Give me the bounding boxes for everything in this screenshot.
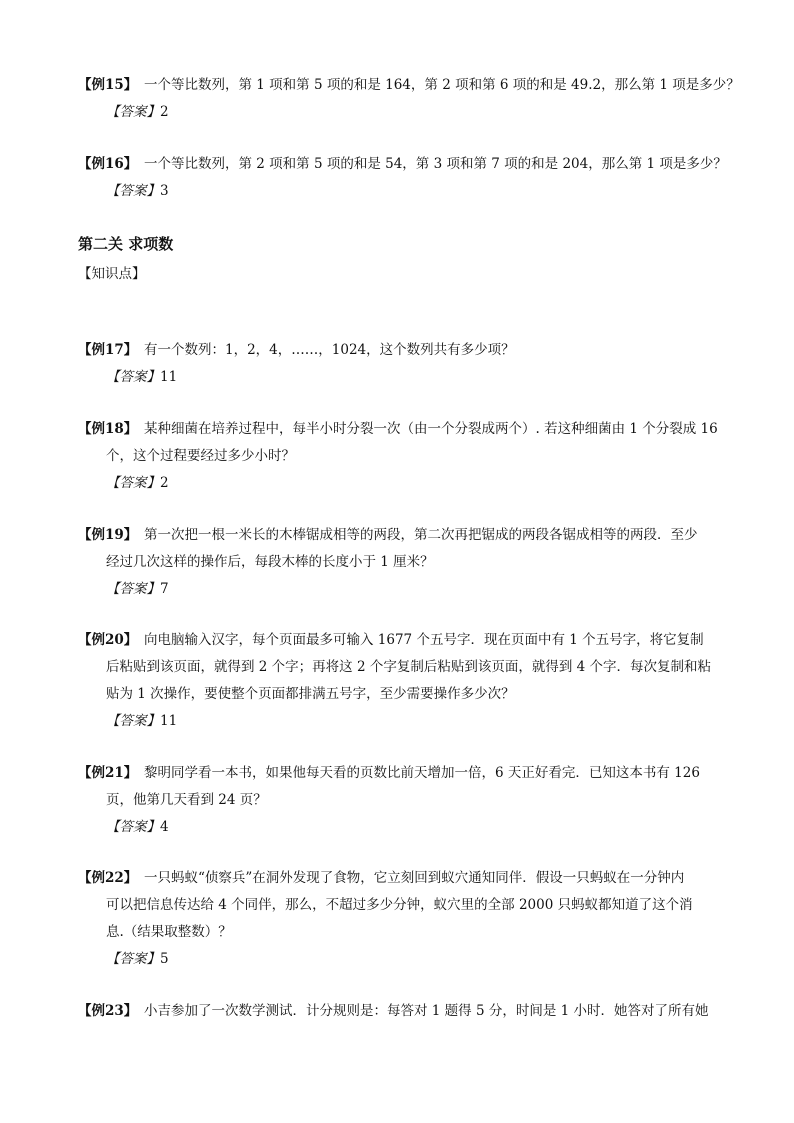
answer-line	[78, 99, 723, 126]
problem-label: 【例23】	[78, 1003, 138, 1019]
answer-line	[78, 470, 723, 497]
knowledge-label: 【知识点】	[78, 266, 146, 282]
problem-text: 一只蚂蚁“侦察兵”在洞外发现了食物，它立刻回到蚁穴通知同伴．假设一只蚂蚁在一分钟内	[144, 870, 685, 886]
problem-text: 黎明同学看一本书，如果他每天看的页数比前天增加一倍，6 天正好看完．已知这本书有 126	[144, 765, 700, 781]
answer-value: 11	[160, 369, 178, 385]
problem-15	[78, 72, 740, 126]
problem-first-line	[78, 151, 727, 178]
problem-label: 【例22】	[78, 870, 138, 886]
problem-first-line	[78, 337, 723, 364]
answer-tag: 【答案】	[106, 819, 160, 835]
problem-continuation: 经过几次这样的操作后，每段木棒的长度小于 1 厘米？	[106, 554, 434, 570]
answer-tag: 【答案】	[106, 713, 160, 729]
problem-19	[78, 522, 723, 603]
section-title: 第二关 求项数	[78, 235, 174, 253]
problem-first-line	[78, 760, 723, 787]
problem-18	[78, 416, 723, 497]
problem-22	[78, 865, 723, 973]
answer-value: 3	[160, 183, 169, 199]
problem-text: 一个等比数列，第 1 项和第 5 项的和是 164，第 2 项和第 6 项的和是 49.2，那么第 1 项是多少？	[144, 77, 740, 93]
answer-tag: 【答案】	[106, 369, 160, 385]
problem-21	[78, 760, 723, 841]
answer-line	[78, 814, 723, 841]
problem-label: 【例16】	[78, 156, 138, 172]
problem-17	[78, 337, 723, 391]
problem-text: 有一个数列：1，2，4，……，1024，这个数列共有多少项？	[144, 342, 515, 358]
problem-label: 【例15】	[78, 77, 138, 93]
problem-continuation: 贴为 1 次操作，要使整个页面都排满五号字，至少需要操作多少次？	[106, 686, 515, 702]
problem-first-line	[78, 522, 723, 549]
problem-text: 第一次把一根一米长的木棒锯成相等的两段，第二次再把锯成的两段各锯成相等的两段．至少	[144, 527, 698, 543]
problem-first-line	[78, 865, 723, 892]
answer-value: 2	[160, 104, 169, 120]
problem-continuation: 页，他第几天看到 24 页？	[106, 792, 267, 808]
answer-tag: 【答案】	[106, 581, 160, 597]
answer-tag: 【答案】	[106, 183, 160, 199]
problem-text: 向电脑输入汉字，每个页面最多可输入 1677 个五号字．现在页面中有 1 个五号字，将它复制	[144, 632, 704, 648]
problem-continuation: 个，这个过程要经过多少小时？	[106, 448, 295, 464]
answer-value: 4	[160, 819, 169, 835]
answer-value: 5	[160, 951, 169, 967]
answer-line	[78, 576, 723, 603]
problem-first-line	[78, 416, 723, 443]
problem-first-line	[78, 72, 740, 99]
problem-first-line	[78, 998, 723, 1025]
answer-value: 11	[160, 713, 178, 729]
answer-line	[78, 946, 723, 973]
problem-23	[78, 998, 723, 1025]
problem-continuation: 后粘贴到该页面，就得到 2 个字；再将这 2 个字复制后粘贴到该页面，就得到 4 个字．每次复制和粘	[106, 659, 712, 675]
answer-line	[78, 708, 723, 735]
answer-tag: 【答案】	[106, 475, 160, 491]
problem-continuation: 息.（结果取整数）？	[106, 924, 232, 940]
problem-label: 【例17】	[78, 342, 138, 358]
answer-value: 2	[160, 475, 169, 491]
problem-first-line	[78, 627, 723, 654]
problem-label: 【例20】	[78, 632, 138, 648]
problem-16	[78, 151, 727, 205]
answer-line	[78, 364, 723, 391]
answer-tag: 【答案】	[106, 104, 160, 120]
problem-20	[78, 627, 723, 735]
answer-line	[78, 178, 723, 205]
problem-label: 【例21】	[78, 765, 138, 781]
problem-label: 【例18】	[78, 421, 138, 437]
answer-value: 7	[160, 581, 169, 597]
problem-text: 一个等比数列，第 2 项和第 5 项的和是 54，第 3 项和第 7 项的和是 204，那么第 1 项是多少？	[144, 156, 727, 172]
problem-text: 小吉参加了一次数学测试．计分规则是：每答对 1 题得 5 分，时间是 1 小时．她答对了所有她	[144, 1003, 709, 1019]
problem-label: 【例19】	[78, 527, 138, 543]
problem-continuation: 可以把信息传达给 4 个同伴，那么，不超过多少分钟，蚁穴里的全部 2000 只蚂蚁都知道了这个消	[106, 897, 693, 913]
answer-tag: 【答案】	[106, 951, 160, 967]
problem-text: 某种细菌在培养过程中，每半小时分裂一次（由一个分裂成两个）. 若这种细菌由 1 个分裂成 16	[144, 421, 718, 437]
